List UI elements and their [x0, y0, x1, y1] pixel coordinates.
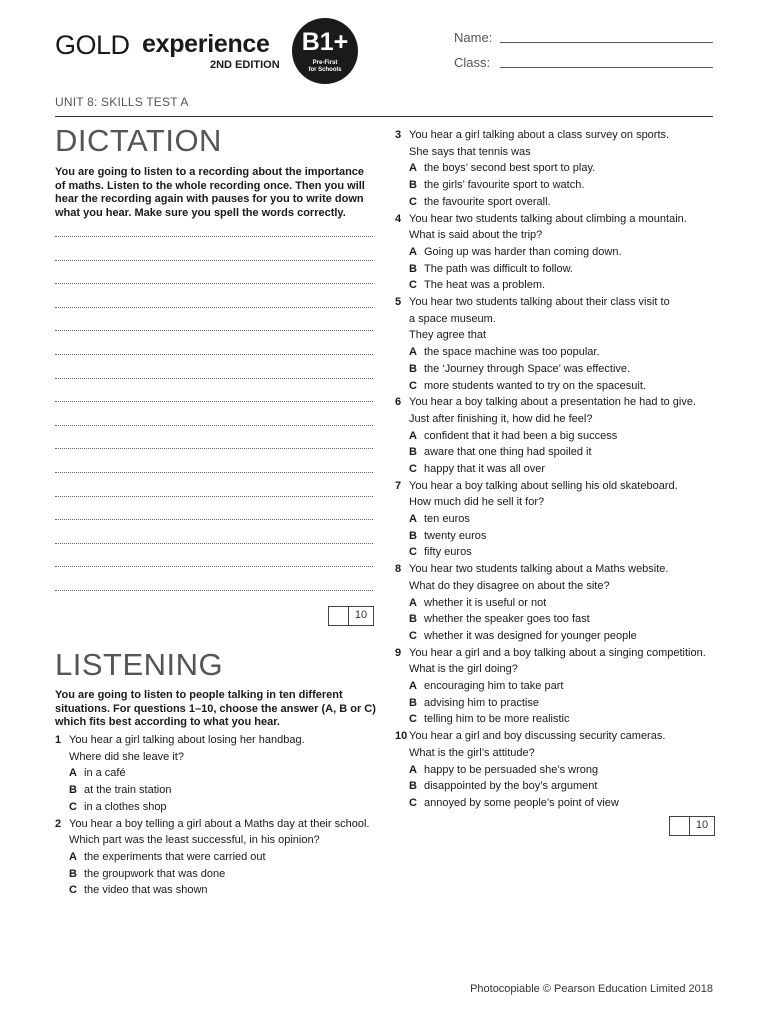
dictation-line[interactable] [55, 354, 373, 355]
level-badge [292, 18, 358, 84]
level-badge-sub [292, 60, 358, 74]
answer-option[interactable] [395, 778, 725, 795]
option-letter: C [69, 800, 77, 813]
question-number: 10 [395, 730, 408, 743]
dictation-line[interactable] [55, 543, 373, 544]
dictation-line[interactable] [55, 283, 373, 284]
footer-copyright: Photocopiable © Pearson Education Limited 2018 [470, 983, 713, 995]
listening-instructions [55, 689, 385, 730]
question-text: You hear a girl talking about losing her handbag. [69, 734, 305, 746]
dictation-line[interactable] [55, 425, 373, 426]
option-letter: A [409, 680, 417, 693]
instruction-line: You are going to listen to people talking in ten different [55, 689, 343, 701]
logo-edition-text: 2ND EDITION [210, 59, 280, 71]
dictation-line[interactable] [55, 378, 373, 379]
option-letter: A [409, 596, 417, 609]
option-text: encouraging him to take part [424, 680, 564, 693]
instruction-line: of maths. Listen to the whole recording once. Then you will [55, 179, 365, 192]
question-text: They agree that [409, 329, 487, 342]
question-number: 7 [395, 479, 402, 492]
question-number: 3 [395, 129, 402, 141]
instruction-line: situations. For questions 1–10, choose the answer (A, B or C) [55, 702, 376, 715]
option-text: telling him to be more realistic [424, 713, 570, 726]
dictation-line[interactable] [55, 590, 373, 591]
listening-score-box [669, 816, 715, 836]
dictation-line[interactable] [55, 401, 373, 402]
option-text: the favourite sport overall. [424, 195, 551, 208]
option-text: whether the speaker goes too fast [424, 613, 590, 626]
answer-option[interactable] [395, 244, 725, 261]
level-badge-label: B1+ [301, 28, 349, 56]
option-text: happy that it was all over [424, 462, 546, 475]
option-text: confident that it had been a big success [424, 429, 618, 442]
option-letter: C [409, 796, 417, 809]
instruction-line: which fits best according to what you hear. [55, 716, 280, 728]
answer-option[interactable] [395, 361, 725, 378]
answer-option[interactable] [395, 528, 725, 545]
option-text: annoyed by some people’s point of view [424, 796, 619, 809]
question-text: What is the girl doing? [409, 663, 518, 676]
option-text: aware that one thing had spoiled it [424, 446, 592, 459]
level-badge-sub-line: for Schools [308, 67, 342, 73]
answer-option[interactable] [395, 461, 725, 478]
option-text: disappointed by the boy’s argument [424, 780, 598, 793]
option-text: whether it is useful or not [424, 596, 547, 609]
question-text: How much did he sell it for? [409, 496, 545, 509]
instruction-line: what you hear. Make sure you spell the words correctly. [55, 206, 346, 219]
answer-option[interactable] [55, 765, 385, 782]
option-letter: A [69, 767, 77, 780]
option-text: advising him to practise [424, 696, 539, 709]
dictation-instructions [55, 166, 385, 220]
question-text: You hear a boy talking about selling his old skateboard. [409, 479, 678, 492]
question-number: 4 [395, 212, 402, 225]
option-letter: A [69, 850, 77, 863]
option-text: happy to be persuaded she’s wrong [424, 763, 599, 776]
question-text: Which part was the least successful, in his opinion? [69, 834, 320, 847]
answer-option[interactable] [395, 261, 725, 278]
answer-option[interactable] [395, 194, 725, 211]
option-text: the groupwork that was done [84, 867, 226, 880]
question-text: You hear two students talking about climbing a mountain. [409, 212, 687, 225]
answer-option[interactable] [395, 595, 725, 612]
option-text: the experiments that were carried out [84, 850, 266, 863]
answer-option[interactable] [395, 678, 725, 695]
class-label: Class: [454, 55, 491, 70]
question-number: 1 [55, 734, 62, 746]
answer-option[interactable] [395, 378, 725, 395]
option-letter: B [409, 780, 417, 793]
option-letter: C [69, 884, 77, 897]
answer-option[interactable] [55, 849, 385, 866]
option-letter: B [409, 613, 417, 626]
option-letter: B [409, 446, 417, 459]
option-text: the space machine was too popular. [424, 346, 600, 359]
answer-option[interactable] [395, 762, 725, 779]
answer-option[interactable] [55, 799, 385, 816]
option-letter: B [409, 179, 417, 192]
listening-score-total: 10 [695, 819, 709, 831]
name-field[interactable] [500, 42, 713, 43]
answer-option[interactable] [395, 628, 725, 645]
option-text: the boys’ second best sport to play. [424, 162, 596, 175]
question-text: What do they disagree on about the site? [409, 579, 610, 592]
dictation-line[interactable] [55, 236, 373, 237]
answer-option[interactable] [395, 795, 725, 812]
option-letter: A [409, 346, 417, 359]
option-letter: C [409, 195, 417, 208]
option-letter: A [409, 162, 417, 175]
dictation-line[interactable] [55, 496, 373, 497]
option-letter: C [409, 713, 417, 726]
question-text: You hear two students talking about their class visit to [409, 296, 670, 308]
option-letter: C [409, 379, 417, 392]
name-label: Name: [454, 30, 493, 45]
answer-option[interactable] [395, 695, 725, 712]
question-text: You hear two students talking about a Maths website. [409, 563, 669, 576]
question-number: 5 [395, 296, 402, 308]
option-text: whether it was designed for younger people [424, 629, 637, 642]
question-number: 6 [395, 396, 402, 409]
answer-option[interactable] [55, 866, 385, 883]
answer-option[interactable] [55, 782, 385, 799]
header-divider [55, 116, 713, 117]
answer-option[interactable] [395, 611, 725, 628]
answer-option[interactable] [395, 444, 725, 461]
option-letter: A [409, 429, 417, 442]
dictation-score-total: 10 [354, 609, 368, 621]
answer-option[interactable] [395, 277, 725, 294]
unit-heading: UNIT 8: SKILLS TEST A [55, 95, 189, 109]
option-text: twenty euros [424, 529, 487, 542]
option-letter: B [409, 696, 417, 709]
option-text: the video that was shown [84, 884, 208, 897]
option-letter: A [409, 513, 417, 526]
question-text: You hear a girl and a boy talking about a singing competition. [409, 646, 706, 659]
logo-experience-text: experience [142, 30, 270, 58]
dictation-line[interactable] [55, 260, 373, 261]
answer-option[interactable] [55, 882, 385, 899]
option-text: The path was difficult to follow. [424, 262, 573, 275]
dictation-line[interactable] [55, 448, 373, 449]
question-text: You hear a girl and boy discussing security cameras. [409, 730, 666, 743]
option-text: more students wanted to try on the spacesuit. [424, 379, 646, 392]
question-number: 8 [395, 563, 402, 576]
option-text: in a clothes shop [84, 800, 167, 813]
question-text: You hear a boy telling a girl about a Maths day at their school. [69, 817, 370, 830]
dictation-title: DICTATION [55, 123, 222, 158]
option-letter: C [409, 462, 417, 475]
answer-option[interactable] [395, 511, 725, 528]
option-text: at the train station [84, 784, 172, 797]
answer-option[interactable] [395, 711, 725, 728]
dictation-line[interactable] [55, 307, 373, 308]
option-text: the girls’ favourite sport to watch. [424, 179, 585, 192]
question-text: Just after finishing it, how did he feel? [409, 412, 593, 425]
answer-option[interactable] [395, 160, 725, 177]
option-letter: C [409, 546, 417, 559]
question-text: a space museum. [409, 312, 496, 325]
instruction-line: You are going to listen to a recording about the importance [55, 166, 365, 178]
question-text: What is the girl’s attitude? [409, 746, 535, 759]
option-letter: B [409, 362, 417, 375]
option-text: The heat was a problem. [424, 279, 546, 292]
option-letter: C [409, 279, 417, 292]
option-letter: C [409, 629, 417, 642]
instruction-line: hear the recording again with pauses for you to write down [55, 193, 364, 205]
question-number: 9 [395, 646, 402, 659]
answer-option[interactable] [395, 544, 725, 561]
class-field[interactable] [500, 67, 713, 68]
question-text: Where did she leave it? [69, 750, 184, 763]
answer-option[interactable] [395, 428, 725, 445]
question-text: You hear a girl talking about a class survey on sports. [409, 129, 670, 141]
dictation-score-box [328, 606, 374, 626]
dictation-line[interactable] [55, 472, 373, 473]
question-text: What is said about the trip? [409, 229, 543, 242]
dictation-line[interactable] [55, 519, 373, 520]
answer-option[interactable] [395, 344, 725, 361]
option-letter: A [409, 763, 417, 776]
dictation-line[interactable] [55, 330, 373, 331]
option-text: the ‘Journey through Space’ was effective. [424, 362, 631, 375]
question-number: 2 [55, 817, 62, 830]
question-text: She says that tennis was [409, 145, 531, 158]
option-letter: B [69, 867, 77, 880]
logo-gold-text: GOLD [55, 30, 130, 60]
option-letter: B [409, 262, 417, 275]
question-text: You hear a boy talking about a presentation he had to give. [409, 396, 697, 409]
dictation-line[interactable] [55, 566, 373, 567]
listening-title: LISTENING [55, 647, 224, 682]
option-letter: A [409, 245, 417, 258]
option-text: fifty euros [424, 546, 472, 559]
option-text: in a café [84, 767, 126, 780]
option-text: Going up was harder than coming down. [424, 245, 622, 258]
answer-option[interactable] [395, 177, 725, 194]
option-text: ten euros [424, 513, 470, 526]
level-badge-sub-line: Pre-First [312, 60, 338, 66]
option-letter: B [69, 784, 77, 797]
option-letter: B [409, 529, 417, 542]
